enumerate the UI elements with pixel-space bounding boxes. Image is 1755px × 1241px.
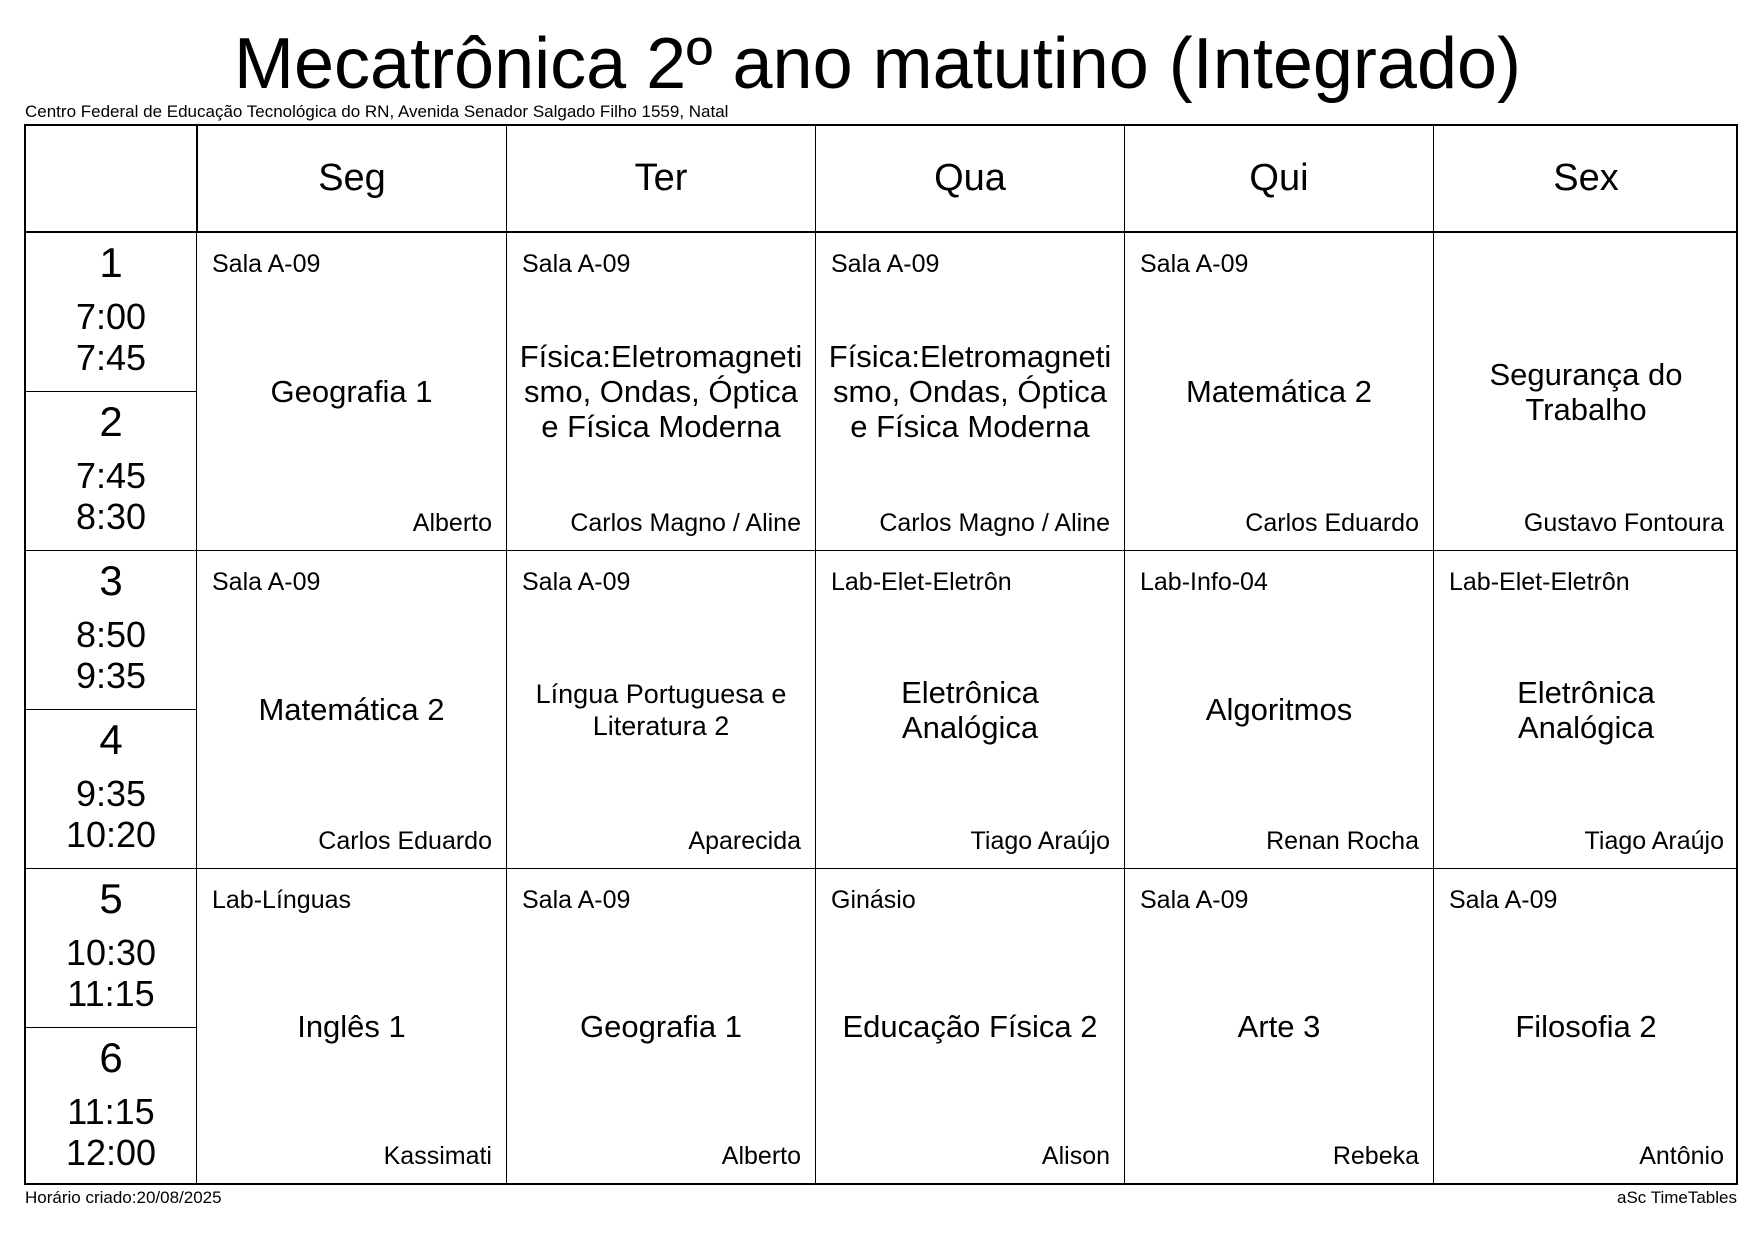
day-header-qua: Qua xyxy=(815,126,1124,233)
lesson-teacher: Antônio xyxy=(1639,1142,1724,1170)
period-6 xyxy=(26,1028,197,1183)
lesson-room: Lab-Elet-Eletrôn xyxy=(1449,568,1630,596)
lesson-teacher: Aparecida xyxy=(688,827,801,855)
lesson-room: Sala A-09 xyxy=(1449,886,1558,914)
lesson-cell xyxy=(815,233,1124,551)
lesson-room: Sala A-09 xyxy=(522,250,631,278)
lesson-subject: Geografia 1 xyxy=(270,374,433,409)
period-number: 3 xyxy=(99,557,123,604)
lesson-teacher: Kassimati xyxy=(383,1142,492,1170)
lesson-teacher: Alison xyxy=(1041,1142,1110,1170)
lesson-cell xyxy=(197,233,506,551)
lesson-teacher: Alberto xyxy=(412,509,492,537)
lesson-room: Sala A-09 xyxy=(1140,250,1249,278)
lesson-teacher: Carlos Eduardo xyxy=(1245,509,1419,537)
lesson-cell xyxy=(815,551,1124,869)
period-number: 4 xyxy=(99,716,123,763)
period-number: 6 xyxy=(99,1034,123,1081)
lesson-subject: Física:Eletromagnetismo, Ondas, Óptica e Física Moderna xyxy=(519,339,803,444)
period-1 xyxy=(26,233,197,392)
period-start: 11:15 xyxy=(67,1091,155,1132)
lesson-cell xyxy=(815,869,1124,1183)
lesson-subject: Matemática 2 xyxy=(258,692,445,727)
period-end: 8:30 xyxy=(75,496,147,537)
period-start: 10:30 xyxy=(65,932,157,973)
period-5 xyxy=(26,869,197,1028)
software-credit: aSc TimeTables xyxy=(1617,1188,1737,1207)
lesson-teacher: Gustavo Fontoura xyxy=(1523,509,1724,537)
lesson-teacher: Carlos Magno / Aline xyxy=(879,509,1110,537)
lesson-cell xyxy=(197,551,506,869)
period-number: 1 xyxy=(99,239,123,286)
lesson-cell xyxy=(1433,551,1738,869)
lesson-room: Lab-Elet-Eletrôn xyxy=(831,568,1012,596)
day-header-sex: Sex xyxy=(1433,126,1738,233)
lesson-teacher: Carlos Eduardo xyxy=(318,827,492,855)
lesson-subject: Filosofia 2 xyxy=(1515,1008,1657,1044)
created-date: Horário criado:20/08/2025 xyxy=(25,1188,222,1207)
lesson-subject: Inglês 1 xyxy=(297,1008,406,1044)
day-header-ter: Ter xyxy=(506,126,815,233)
period-end: 11:15 xyxy=(67,973,155,1014)
lesson-cell xyxy=(1124,551,1433,869)
lesson-teacher: Alberto xyxy=(721,1142,801,1170)
lesson-teacher: Rebeka xyxy=(1332,1142,1419,1170)
lesson-subject: Arte 3 xyxy=(1237,1008,1321,1044)
lesson-room: Sala A-09 xyxy=(522,568,631,596)
period-2 xyxy=(26,392,197,551)
lesson-subject: Algoritmos xyxy=(1205,692,1353,727)
period-start: 8:50 xyxy=(75,614,147,655)
lesson-cell xyxy=(1433,233,1738,551)
corner-header xyxy=(26,126,197,233)
lesson-cell xyxy=(197,869,506,1183)
lesson-cell xyxy=(506,869,815,1183)
lesson-room: Sala A-09 xyxy=(1140,886,1249,914)
lesson-subject: Física:Eletromagnetismo, Ondas, Óptica e Física Moderna xyxy=(828,339,1112,444)
period-start: 9:35 xyxy=(75,773,147,814)
lesson-room: Lab-Info-04 xyxy=(1140,568,1268,596)
lesson-room: Sala A-09 xyxy=(831,250,940,278)
page-title: Mecatrônica 2º ano matutino (Integrado) xyxy=(234,24,1521,104)
school-address: Centro Federal de Educação Tecnológica do RN, Avenida Senador Salgado Filho 1559, Natal xyxy=(25,102,729,121)
lesson-subject: Língua Portuguesa e Literatura 2 xyxy=(535,678,787,741)
lesson-room: Lab-Línguas xyxy=(212,886,352,914)
lesson-cell xyxy=(1433,869,1738,1183)
period-number: 5 xyxy=(99,875,123,922)
period-4 xyxy=(26,710,197,869)
period-3 xyxy=(26,551,197,710)
lesson-subject: Geografia 1 xyxy=(580,1008,742,1044)
lesson-cell xyxy=(506,233,815,551)
lesson-room: Sala A-09 xyxy=(522,886,631,914)
lesson-cell xyxy=(1124,233,1433,551)
lesson-subject: Matemática 2 xyxy=(1185,374,1373,409)
lesson-teacher: Tiago Araújo xyxy=(1584,827,1724,855)
lesson-room: Sala A-09 xyxy=(212,568,321,596)
lesson-teacher: Carlos Magno / Aline xyxy=(570,509,801,537)
lesson-subject: Eletrônica Analógica xyxy=(1517,674,1655,745)
lesson-subject: Eletrônica Analógica xyxy=(901,674,1039,745)
lesson-teacher: Renan Rocha xyxy=(1266,827,1419,855)
lesson-subject: Segurança do Trabalho xyxy=(1489,356,1683,427)
period-end: 10:20 xyxy=(65,814,157,855)
lesson-room: Sala A-09 xyxy=(212,250,321,278)
period-end: 9:35 xyxy=(75,655,147,696)
period-end: 7:45 xyxy=(75,337,147,378)
lesson-cell xyxy=(506,551,815,869)
lesson-cell xyxy=(1124,869,1433,1183)
day-header-qui: Qui xyxy=(1124,126,1433,233)
period-start: 7:45 xyxy=(75,455,147,496)
lesson-room: Ginásio xyxy=(831,886,916,914)
period-start: 7:00 xyxy=(75,296,147,337)
day-header-seg: Seg xyxy=(197,126,506,233)
period-end: 12:00 xyxy=(65,1132,157,1173)
lesson-teacher: Tiago Araújo xyxy=(970,827,1110,855)
lesson-subject: Educação Física 2 xyxy=(842,1008,1098,1044)
period-number: 2 xyxy=(99,398,123,445)
timetable-grid xyxy=(24,124,1738,1185)
